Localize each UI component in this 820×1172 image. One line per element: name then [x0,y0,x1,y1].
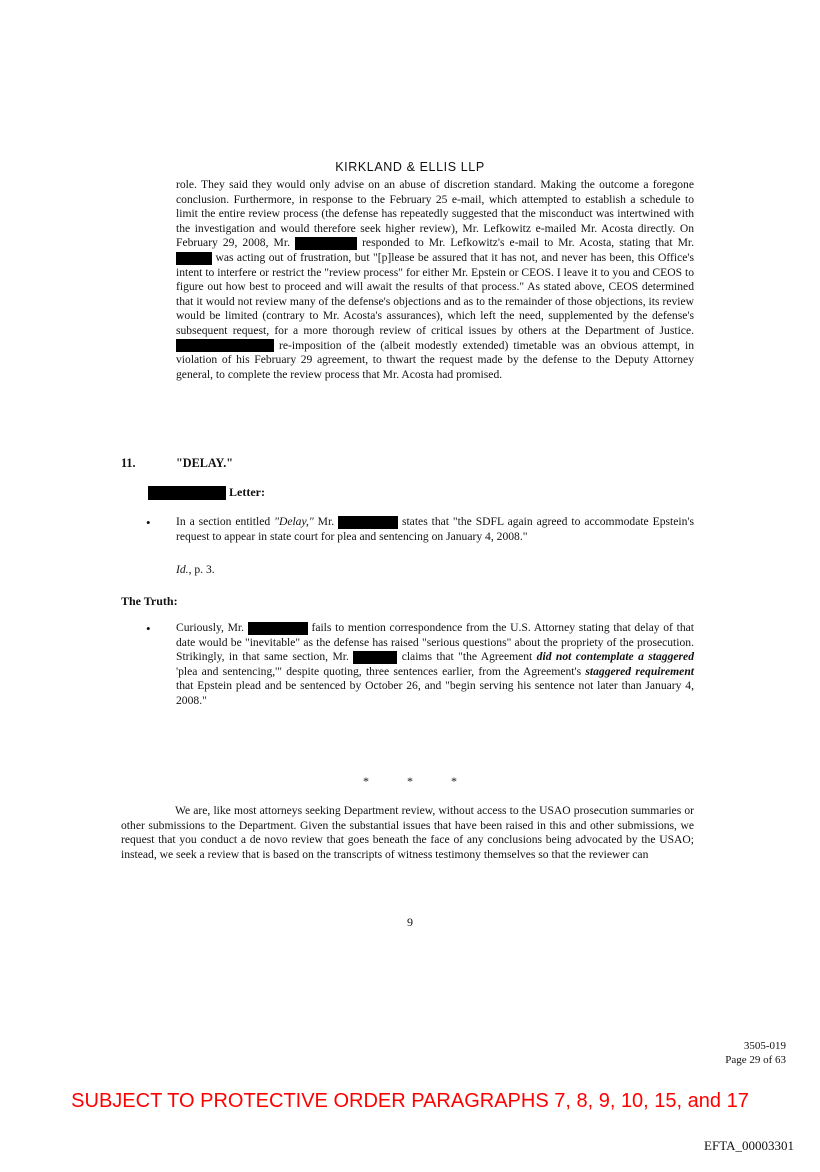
separator-star: * [363,774,369,788]
para1-text-d: re-imposition of the (albeit modestly extended) timetable was an obvious attempt, in violation of his February 29 agreement, to thwart the request made by the defense to the Deputy Attorney general, to complete the review process that Mr. Acosta had promised. [176,338,694,381]
bates-stamp [725,1039,786,1067]
section-heading [121,456,233,471]
bullet2-text-c: claims that "the Agreement [401,650,537,664]
bullet1-text-b: Mr. [313,515,335,528]
bullet-icon: • [146,621,151,636]
bullet2-text-b: fails to mention correspondence from the U.S. Attorney stating that delay of that date would be "inevitable" as the defense has raised "serious questions" about the propriety of the prosecution. Strikingly, in that same section, Mr. [176,621,694,664]
bullet-icon: • [146,515,151,530]
section-number: 11. [121,456,136,470]
redaction-block [148,486,226,500]
citation-id: Id. [176,563,189,576]
section-title: "DELAY." [176,456,234,470]
bullet2-text-a: Curiously, Mr. [176,621,245,634]
bullet2-text-d: 'plea and sentencing,'" despite quoting, three sentences earlier, from the Agreement's [176,664,586,678]
section-separator [0,774,820,789]
bullet-item-2 [146,621,694,709]
para1-text-a: role. They said they would only advise on an abuse of discretion standard. Making the outcome a foregone conclusion. Furthermore, in response to the February 25 e-mail, which attempted to establish a schedule to limit the entire review process (the defense has repeatedly suggested that the misconduct was intertwined with the investigation and would therefore seek higher review), Mr. Lefkowitz e-mailed Mr. Acosta directly. On February 29, 2008, Mr. [176,178,694,250]
body-paragraph-2: We are, like most attorneys seeking Department review, without access to the USAO prosecution summaries or other submissions to the Department. Given the substantial issues that have been raised in this and other submissions, we request that you conduct a de novo review that goes beneath the face of any conclusions being advocated by the USAO; instead, we seek a review that is based on the transcripts of witness testimony themselves so that the reviewer can [121,804,694,861]
bates-line-2: Page 29 of 63 [725,1054,786,1066]
citation [176,563,215,576]
redaction-block [353,651,397,664]
redaction-block [176,252,212,265]
firm-header: KIRKLAND & ELLIS LLP [335,160,485,174]
bullet2-text-e: that Epstein plead and be sentenced by October 26, and "begin serving his sentence not later than January 4, 2008." [176,679,694,707]
body-paragraph-1 [176,178,694,382]
bullet1-text-a: In a section entitled [176,515,275,528]
bates-line-1: 3505-019 [743,1040,786,1052]
para1-text-b: responded to Mr. Lefkowitz's e-mail to Mr. Acosta, stating that Mr. [362,236,694,250]
redaction-block [248,622,308,635]
letter-label-text: Letter: [229,485,265,499]
redaction-block [338,516,398,529]
letter-label [148,485,265,500]
redaction-block [176,339,274,352]
separator-star: * [407,774,413,788]
efta-identifier: EFTA_00003301 [704,1138,794,1153]
bullet2-emphasis-2: staggered requirement [585,664,694,678]
bullet1-text-c: states that "the SDFL again agreed to accommodate Epstein's request to appear in state court for plea and sentencing on January 4, 2008." [176,515,694,543]
protective-order-notice: SUBJECT TO PROTECTIVE ORDER PARAGRAPHS 7, 8, 9, 10, 15, and 17 [71,1090,749,1112]
bullet2-emphasis-1: did not contemplate a staggered [536,650,694,664]
bullet-item-1 [146,515,694,544]
truth-label: The Truth: [121,594,178,608]
separator-star: * [451,774,457,788]
citation-page: , p. 3. [188,563,215,576]
para1-text-c: was acting out of frustration, but "[p]lease be assured that it has not, and never has been, this Office's intent to interfere or restrict the "review process" for either Mr. Epstein or CEOS. I leave it to you and CEOS to figure out how best to proceed and will await the results of that process." As stated above, CEOS determined that it would not review many of the defense's objections and as to the remainder of those objections, its review would be limited (contrary to Mr. Acosta's assurances), which left the need, supplemented by the defense's subsequent request, for a more thorough review of critical issues by others at the Department of Justice. [176,250,694,337]
page-number: 9 [407,915,413,929]
bullet1-italic: "Delay," [274,515,314,528]
redaction-block [295,237,357,250]
